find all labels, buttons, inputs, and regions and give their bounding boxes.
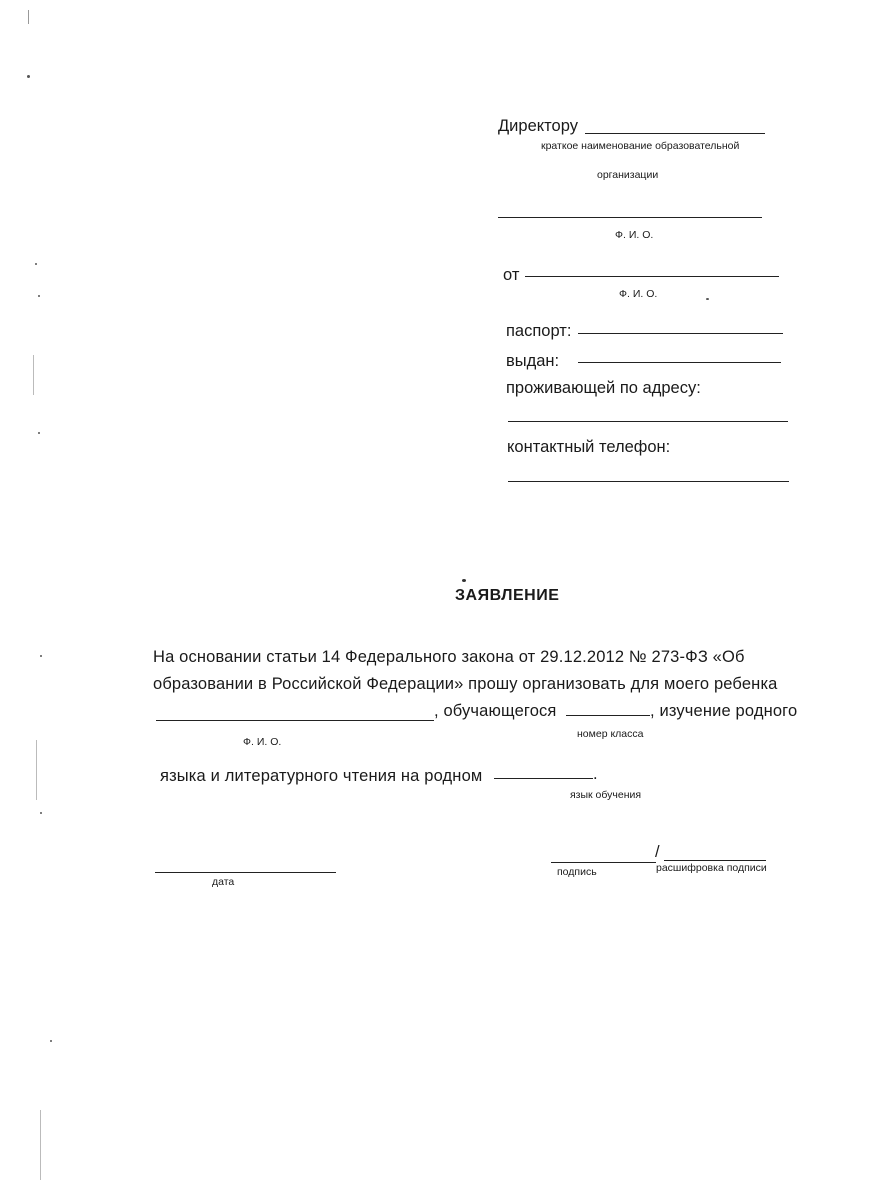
signature-decode-hint: расшифровка подписи — [656, 862, 767, 874]
passport-line — [578, 333, 783, 334]
body-line-2: образовании в Российской Федерации» прошу организовать для моего ребенка — [153, 675, 778, 693]
address-label: проживающей по адресу: — [506, 379, 701, 397]
body-line-3-mid: , обучающегося — [434, 702, 557, 720]
date-hint: дата — [212, 876, 235, 888]
language-line — [494, 778, 593, 779]
child-fio-hint: Ф. И. О. — [243, 736, 282, 748]
signature-decode-line — [664, 860, 766, 861]
class-hint: номер класса — [577, 728, 644, 740]
phone-label: контактный телефон: — [507, 438, 671, 456]
body-line-3-end: , изучение родного — [650, 702, 798, 720]
director-fio-line — [498, 217, 762, 218]
org-name-line — [585, 133, 765, 134]
document-title: ЗАЯВЛЕНИЕ — [455, 587, 560, 604]
org-hint-line1: краткое наименование образовательной — [541, 140, 740, 152]
date-line — [155, 872, 336, 873]
fio-hint: Ф. И. О. — [615, 229, 654, 241]
body-line-4: языка и литературного чтения на родном — [160, 767, 483, 785]
body-line-1: На основании статьи 14 Федерального закона от 29.12.2012 № 273-ФЗ «Об — [153, 648, 745, 666]
passport-label: паспорт: — [506, 322, 572, 340]
phone-line — [508, 481, 789, 482]
signature-hint: подпись — [557, 866, 597, 878]
body-line-4-end: . — [593, 765, 598, 783]
org-hint-line2: организации — [597, 169, 659, 181]
class-number-line — [566, 715, 650, 716]
issued-label: выдан: — [506, 352, 560, 370]
issued-line — [578, 362, 781, 363]
from-label: от — [503, 266, 520, 284]
director-label: Директору — [498, 117, 578, 135]
fio-hint: Ф. И. О. — [619, 288, 658, 300]
address-line — [508, 421, 788, 422]
signature-slash: / — [655, 843, 660, 861]
signature-line — [551, 862, 656, 863]
child-fio-line — [156, 720, 434, 721]
language-hint: язык обучения — [570, 789, 642, 801]
applicant-fio-line — [525, 276, 779, 277]
